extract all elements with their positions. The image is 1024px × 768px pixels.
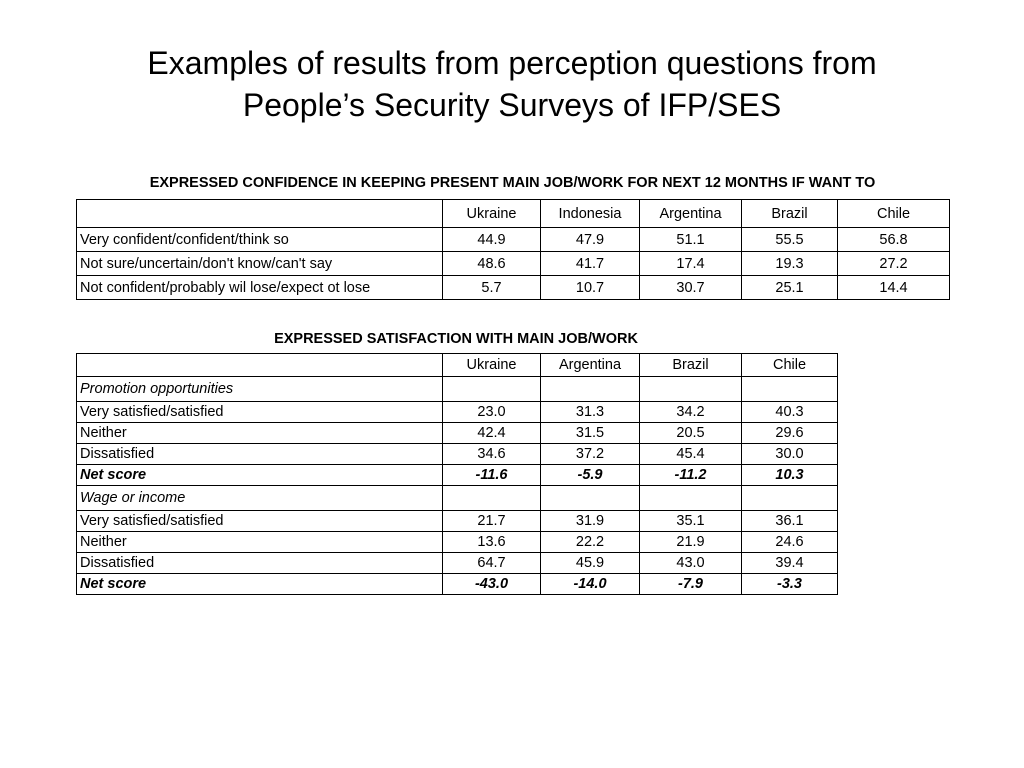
column-header [77,200,443,228]
table-cell: 45.9 [541,553,640,574]
table-cell: 13.6 [443,532,541,553]
table-cell: 29.6 [742,423,838,444]
table-cell: 30.0 [742,444,838,465]
table-cell: 31.5 [541,423,640,444]
table-row [77,252,950,276]
column-header: Chile [742,354,838,377]
confidence-table [76,199,950,300]
empty-cell [541,486,640,511]
row-label: Very satisfied/satisfied [77,402,443,423]
table-cell: 14.4 [838,276,950,300]
column-header [77,354,443,377]
table-cell: 19.3 [742,252,838,276]
net-score-cell: -11.6 [443,465,541,486]
empty-cell [640,377,742,402]
table-row [77,532,838,553]
satisfaction-table [76,353,838,595]
column-header: Chile [838,200,950,228]
table-cell: 34.6 [443,444,541,465]
column-header: Indonesia [541,200,640,228]
empty-cell [443,486,541,511]
slide-title-line-2: People’s Security Surveys of IFP/SES [242,87,782,123]
table-cell: 55.5 [742,228,838,252]
table-cell: 34.2 [640,402,742,423]
table-cell: 23.0 [443,402,541,423]
column-header: Argentina [541,354,640,377]
slide-title-line-1: Examples of results from perception questions from [147,45,877,81]
net-score-cell: -5.9 [541,465,640,486]
table-row [77,511,838,532]
column-header: Ukraine [443,200,541,228]
confidence-table-heading: EXPRESSED CONFIDENCE IN KEEPING PRESENT MAIN JOB/WORK FOR NEXT 12 MONTHS IF WANT TO [149,175,876,191]
table-cell: 21.9 [640,532,742,553]
table-cell: 39.4 [742,553,838,574]
table-row [77,423,838,444]
table-cell: 20.5 [640,423,742,444]
table-cell: 5.7 [443,276,541,300]
table-cell: 48.6 [443,252,541,276]
table-row [77,276,950,300]
row-label: Very satisfied/satisfied [77,511,443,532]
table-cell: 24.6 [742,532,838,553]
column-header: Brazil [640,354,742,377]
section-title: Promotion opportunities [77,377,443,402]
satisfaction-table-heading: EXPRESSED SATISFACTION WITH MAIN JOB/WORK [274,331,638,347]
empty-cell [443,377,541,402]
table-cell: 42.4 [443,423,541,444]
table-cell: 30.7 [640,276,742,300]
table-cell: 45.4 [640,444,742,465]
row-label: Dissatisfied [77,444,443,465]
net-score-cell: 10.3 [742,465,838,486]
table-cell: 10.7 [541,276,640,300]
table-cell: 44.9 [443,228,541,252]
table-cell: 43.0 [640,553,742,574]
table-cell: 37.2 [541,444,640,465]
net-score-cell: -3.3 [742,574,838,595]
column-header: Argentina [640,200,742,228]
table-cell: 31.9 [541,511,640,532]
table-cell: 27.2 [838,252,950,276]
table-cell: 35.1 [640,511,742,532]
table-cell: 51.1 [640,228,742,252]
table-header-row [77,200,950,228]
empty-cell [742,377,838,402]
empty-cell [541,377,640,402]
section-header-row [77,486,838,511]
table-cell: 56.8 [838,228,950,252]
table-cell: 64.7 [443,553,541,574]
row-label: Dissatisfied [77,553,443,574]
row-label: Very confident/confident/think so [77,228,443,252]
table-row [77,402,838,423]
table-row [77,444,838,465]
slide-title [0,42,1024,126]
table-cell: 17.4 [640,252,742,276]
net-score-label: Net score [77,574,443,595]
row-label: Not confident/probably wil lose/expect ot lose [77,276,443,300]
net-score-cell: -11.2 [640,465,742,486]
net-score-label: Net score [77,465,443,486]
row-label: Neither [77,423,443,444]
table-cell: 40.3 [742,402,838,423]
section-header-row [77,377,838,402]
section-title: Wage or income [77,486,443,511]
net-score-row [77,465,838,486]
row-label: Not sure/uncertain/don't know/can't say [77,252,443,276]
table-cell: 21.7 [443,511,541,532]
table-row [77,553,838,574]
empty-cell [742,486,838,511]
table-cell: 25.1 [742,276,838,300]
table-cell: 36.1 [742,511,838,532]
table-cell: 47.9 [541,228,640,252]
net-score-cell: -43.0 [443,574,541,595]
table-cell: 22.2 [541,532,640,553]
table-row [77,228,950,252]
net-score-row [77,574,838,595]
table-cell: 31.3 [541,402,640,423]
column-header: Brazil [742,200,838,228]
column-header: Ukraine [443,354,541,377]
row-label: Neither [77,532,443,553]
table-header-row [77,354,838,377]
table-cell: 41.7 [541,252,640,276]
empty-cell [640,486,742,511]
net-score-cell: -14.0 [541,574,640,595]
net-score-cell: -7.9 [640,574,742,595]
